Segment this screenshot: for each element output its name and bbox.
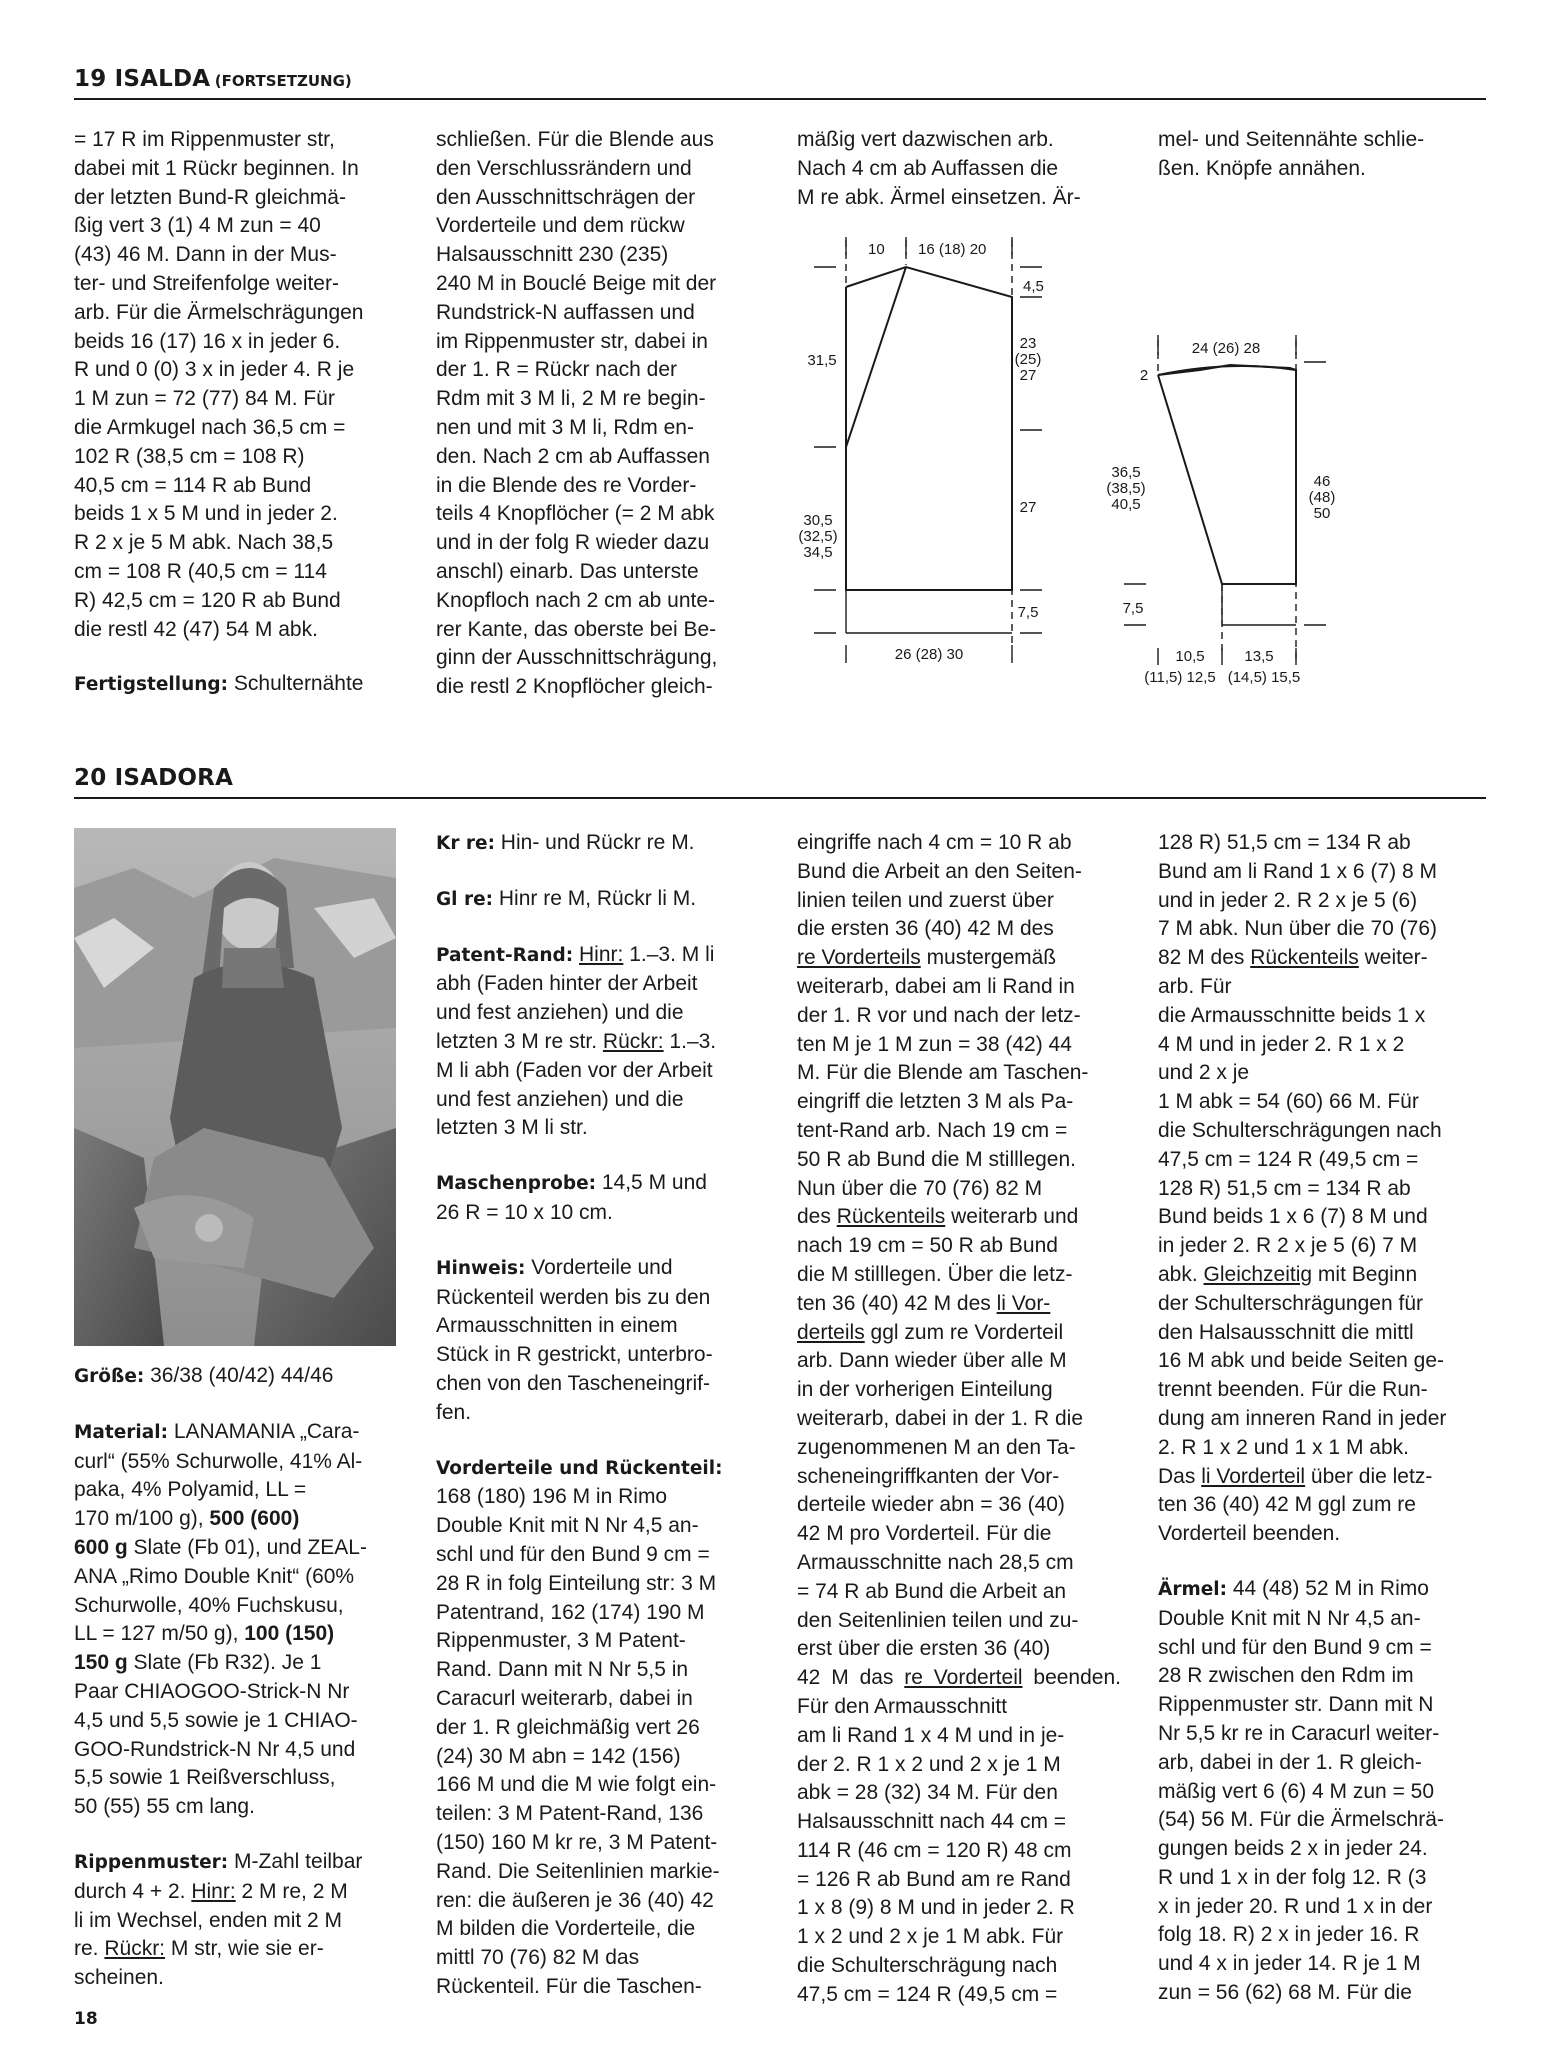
size-label: Größe: [74, 1366, 145, 1387]
sleeve-left-label-2: 7,5 [1122, 600, 1144, 617]
body-right-label-3: 27 [1019, 499, 1037, 516]
note-paragraph [436, 1254, 760, 1428]
section-19-column-4 [1158, 126, 1482, 184]
c3-text-1: eingriffe nach 4 cm = 10 R ab Bund die Arbeit an den Seiten- linien teilen und zuerst über die ersten 36 (40) 42 M des [797, 831, 1082, 941]
patent-text-1: 1.–3. M li abh (Faden hinter der Arbeit und fest anziehen) und die letzten 3 M re str. [436, 942, 715, 1053]
material-text-3: Slate (Fb R32). Je 1 Paar CHIAOGOO-Strick-N Nr 4,5 und 5,5 sowie je 1 CHIAO- GOO-Rundstrick-N Nr 4,5 und 5,5 sowie 1 Reißverschluss, 50 (55) 55 cm lang. [74, 1651, 358, 1819]
sleeve-left-label-1a: 36,5 [1111, 464, 1141, 481]
c3-text-3: weiterarb und nach 19 cm = 50 R ab Bund die M stilllegen. Über die letz- ten 36 (40) 42 M des [797, 1205, 1079, 1315]
sleeve-right-label-1a: 46 [1313, 473, 1331, 490]
body-front-edge [846, 267, 906, 590]
c3-text-4: ggl zum re Vorderteil arb. Dann wieder über alle M in der vorherigen Einteilung weiterarb, dabei in der 1. R die zugenommenen M an den Ta- scheneingriffkanten der Vor- derteile wieder abn = 36 (40) 42 M pro Vorderteil. Für die Armausschnitte nach 28,5 cm = 74 R ab Bund die Arbeit an den Seitenlinien teilen und zu- erst über die ersten 36 (40) 42 M das [797, 1320, 1083, 1690]
section-20-column-3 [797, 829, 1121, 2010]
sleeve-left-top-label: 2 [1139, 367, 1149, 384]
c4-text-3: mit Beginn der Schulterschrägungen für den Halsausschnitt die mittl 16 M abk und beide Seiten ge- trennt beenden. Für die Run- dung am inneren Rand in jeder 2. R 1 x 2 und 1 x 1 M abk. Das [1158, 1262, 1447, 1488]
material-paragraph [74, 1418, 398, 1822]
section-19-header [74, 66, 1486, 100]
section-19-title: 19 ISALDA [74, 66, 211, 92]
rib-hinr: Hinr: [191, 1879, 236, 1903]
body-right-label-2b: (25) [1014, 351, 1042, 368]
body-instructions-text: 168 (180) 196 M in Rimo Double Knit mit N Nr 4,5 an- schl und für den Bund 9 cm = 28 R in folg Einteilung str: 3 M Patentrand, 162 (174) 190 M Rippenmuster, 3 M Patent- Rand. Dann mit N Nr 5,5 in Caracurl weiterarb, dabei in der 1. R gleichmäßig vert 26 (24) 30 M abn = 142 (156) 166 M und die M wie folgt ein- teilen: 3 M Patent-Rand, 136 (150) 160 M kr re, 3 M Patent- Rand. Die Seitenlinien markie- ren: die äußeren je 36 (40) 42 M bilden die Vorderteile, die mittl 70 (76) 82 M das Rückenteil. Für die Taschen- [436, 1485, 720, 1998]
section-20-column-1 [74, 1362, 398, 1993]
section-20-text-4 [1158, 829, 1482, 1549]
gauge-text: 14,5 M und 26 R = 10 x 10 cm. [436, 1171, 707, 1224]
kr-re-label: Kr re: [436, 833, 495, 854]
body-left-label-1: 31,5 [807, 352, 837, 369]
patent-text-2: 1.–3. M li abh (Faden vor der Arbeit und fest anziehen) und die letzten 3 M li str. [436, 1029, 717, 1140]
size-paragraph [74, 1362, 398, 1392]
patent-rand-paragraph [436, 941, 760, 1144]
sleeve-left-label-1b: (38,5) [1106, 480, 1146, 497]
section-19-text-4: mel- und Seitennähte schlie- ßen. Knöpfe annähen. [1158, 128, 1425, 180]
c3-underline-4: re Vorderteil [904, 1666, 1023, 1690]
gl-re-text: Hinr re M, Rückr li M. [493, 886, 697, 910]
section-19-text-2: schließen. Für die Blende aus den Verschlussrändern und den Ausschnittschrägen der Vorderteile und dem rückw Halsausschnitt 230 (235) 240 M in Bouclé Beige mit der Rundstrick-N auffassen und im Rippenmuster str, dabei in der 1. R = Rückr nach der Rdm mit 3 M li, 2 M re begin- nen und mit 3 M li, Rdm en- den. Nach 2 cm ab Auffassen in die Blende des re Vorder- teils 4 Knopflöcher (= 2 M abk und in der folg R wieder dazu anschl) einarb. Das unterste Knopfloch nach 2 cm ab unte- rer Kante, das oberste bei Be- ginn der Ausschnittschrägung, die restl 2 Knopflöcher gleich- [436, 128, 718, 699]
section-19-column-3 [797, 126, 1121, 212]
finishing-label: Fertigstellung: [74, 674, 229, 696]
material-text-1: LANAMANIA „Cara- curl“ (55% Schurwolle, 41% Al- paka, 4% Polyamid, LL = 170 m/100 g), [74, 1419, 363, 1531]
section-19-finishing [74, 670, 398, 700]
sleeve-cap [1158, 366, 1296, 375]
section-19-text-1: = 17 R im Rippenmuster str, dabei mit 1 Rückr beginnen. In der letzten Bund-R gleichmä- ßig vert 3 (1) 4 M zun = 40 (43) 46 M. Dann in der Mus- ter- und Streifenfolge weiter- arb. Für die Ärmelschrägungen beids 16 (17) 16 x in jeder 6. R und 0 (0) 3 x in jeder 4. R je 1 M zun = 72 (77) 84 M. Für die Armkugel nach 36,5 cm = 102 R (38,5 cm = 108 R) 40,5 cm = 114 R ab Bund beids 1 x 5 M und in jeder 2. R 2 x je 5 M abk. Nach 38,5 cm = 108 R (40,5 cm = 114 R) 42,5 cm = 120 R ab Bund die restl 42 (47) 54 M abk. [74, 128, 364, 641]
c4-text-4: über die letz- ten 36 (40) 42 M ggl zum re Vorderteil beenden. [1158, 1464, 1433, 1546]
page-number: 18 [74, 2009, 98, 2029]
section-20-column-2 [436, 829, 760, 2002]
section-20-header [74, 765, 1486, 799]
sleeve-outline [1158, 365, 1296, 584]
body-top-label-a: 10 [868, 241, 885, 258]
c3-underline-2: Rückenteils [836, 1205, 946, 1229]
rib-text-3: M str, wie sie er- scheinen. [74, 1937, 324, 1990]
model-photo-image [74, 828, 396, 1346]
material-amount-1: 500 (600) 600 g [74, 1507, 300, 1559]
body-right-label-4: 7,5 [1017, 604, 1039, 621]
rib-text-1: M-Zahl teilbar durch 4 + 2. [74, 1849, 363, 1903]
body-schematic-diagram [790, 225, 1130, 690]
finishing-text: Schulternähte [228, 672, 364, 696]
gl-re-paragraph [436, 885, 760, 915]
body-left-label-2b: (32,5) [798, 528, 838, 545]
body-outline [846, 267, 1012, 590]
sleeve-bottom-label-a2: (11,5) 12,5 [1144, 669, 1216, 686]
patent-hinr: Hinr: [579, 942, 624, 966]
rib-pattern-label: Rippenmuster: [74, 1851, 229, 1873]
c4-underline-2: Gleichzeitig [1203, 1262, 1313, 1286]
sleeve-label: Ärmel: [1158, 1578, 1228, 1600]
note-text: Vorderteile und Rückenteil werden bis zu den Armausschnitten in einem Stück in R gestrickt, unterbro- chen von den Tascheneingrif- fen. [436, 1255, 713, 1424]
rib-pattern-paragraph [74, 1848, 398, 1993]
kr-re-text: Hin- und Rückr re M. [494, 831, 695, 854]
rib-rueckr: Rückr: [104, 1937, 166, 1961]
sleeve-bottom-label-b2: (14,5) 15,5 [1227, 669, 1301, 686]
body-top-label-b: 16 (18) 20 [918, 241, 987, 258]
body-instructions-paragraph [436, 1454, 760, 2002]
sleeve-right-label-1b: (48) [1308, 489, 1336, 506]
model-photo [74, 828, 396, 1346]
body-left-label-2c: 34,5 [803, 544, 833, 561]
c4-underline-1: Rückenteils [1250, 946, 1359, 970]
note-label: Hinweis: [436, 1257, 526, 1279]
sleeve-bottom-label-b1: 13,5 [1244, 648, 1274, 665]
section-20-title: 20 ISADORA [74, 765, 234, 791]
sleeve-right-label-1c: 50 [1313, 505, 1331, 522]
gauge-label: Maschenprobe: [436, 1173, 597, 1195]
rib-text-2: 2 M re, 2 M li im Wechsel, enden mit 2 M re. [74, 1879, 348, 1961]
sleeve-text: 44 (48) 52 M in Rimo Double Knit mit N Nr 4,5 an- schl und für den Bund 9 cm = 28 R zwischen den Rdm im Rippenmuster str. Dann mit N Nr 5,5 kr re in Caracurl weiter- arb, dabei in der 1. R gleich- mäßig vert 6 (6) 4 M zun = 50 (54) 56 M. Für die Ärmelschrä- gungen beids 2 x in jeder 24. R und 1 x in der folg 12. R (3 x in jeder 20. R und 1 x in der folg 18. R) 2 x in jeder 16. R und 4 x in jeder 14. R je 1 M zun = 56 (62) 68 M. Für die [1158, 1576, 1444, 2005]
section-19-column-2 [436, 126, 760, 702]
c3-underline-3: li Vor- derteils [797, 1291, 1051, 1344]
c4-underline-3: li Vorderteil [1201, 1464, 1306, 1488]
body-right-label-2a: 23 [1019, 335, 1037, 352]
c3-underline-1: re Vorderteils [797, 946, 921, 970]
material-label: Material: [74, 1421, 168, 1443]
patent-rueckr: Rückr: [602, 1029, 664, 1053]
section-20-text-3 [797, 829, 1121, 2010]
sleeve-top-label: 24 (26) 28 [1191, 340, 1261, 357]
material-text-2: Slate (Fb 01), und ZEAL- ANA „Rimo Double Knit“ (60% Schurwolle, 40% Fuchskusu, LL = 127 m/50 g), [74, 1535, 367, 1646]
section-19-column-1 [74, 126, 398, 700]
c3-text-2: mustergemäß weiterarb, dabei am li Rand in der 1. R vor und nach der letz- ten M je 1 M zun = 38 (42) 44 M. Für die Blende am Taschen- eingriff die letzten 3 M als Pa- tent-Rand arb. Nach 19 cm = 50 R ab Bund die M stilllegen. Nun über die 70 (76) 82 M des [797, 946, 1089, 1229]
sleeve-bottom-label-a1: 10,5 [1175, 648, 1205, 665]
sleeve-left-label-1c: 40,5 [1111, 496, 1141, 513]
gl-re-label: Gl re: [436, 888, 494, 910]
body-bottom-label: 26 (28) 30 [894, 646, 964, 663]
section-19-subtitle: (FORTSETZUNG) [214, 72, 352, 90]
material-amount-2: 100 (150) 150 g [74, 1622, 335, 1675]
c3-text-5: beenden. Für den Armausschnitt am li Rand 1 x 4 M und in je- der 2. R 1 x 2 und 2 x je 1 M abk = 28 (32) 34 M. Für den Halsausschnitt nach 44 cm = 114 R (46 cm = 120 R) 48 cm = 126 R ab Bund am re Rand 1 x 8 (9) 8 M und in jeder 2. R 1 x 2 und 2 x je 1 M abk. Für die Schulterschrägung nach 47,5 cm = 124 R (49,5 cm = [797, 1666, 1121, 2006]
section-19-text-3: mäßig vert dazwischen arb. Nach 4 cm ab Auffassen die M re abk. Ärmel einsetzen. Är- [797, 128, 1081, 209]
gauge-paragraph [436, 1169, 760, 1228]
c4-text-1: 128 R) 51,5 cm = 134 R ab Bund am li Rand 1 x 6 (7) 8 M und in jeder 2. R 2 x je 5 (6) 7 M abk. Nun über die 70 (76) 82 M des [1158, 831, 1437, 970]
section-20-column-4 [1158, 829, 1482, 2008]
body-instructions-label: Vorderteile und Rückenteil: [436, 1457, 723, 1479]
c4-text-2: weiter- arb. Für die Armausschnitte beids 1 x 4 M und in jeder 2. R 1 x 2 und 2 x je 1 M abk = 54 (60) 66 M. Für die Schulterschrägungen nach 47,5 cm = 124 R (49,5 cm = 128 R) 51,5 cm = 134 R ab Bund beids 1 x 6 (7) 8 M und in jeder 2. R 2 x je 5 (6) 7 M abk. [1158, 946, 1442, 1286]
sleeve-paragraph [1158, 1575, 1482, 2008]
body-right-label-2c: 27 [1019, 367, 1037, 384]
size-text: 36/38 (40/42) 44/46 [144, 1364, 334, 1387]
body-left-label-2a: 30,5 [803, 512, 833, 529]
body-right-label-1: 4,5 [1023, 278, 1044, 295]
kr-re-paragraph [436, 829, 760, 859]
patent-rand-label: Patent-Rand: [436, 944, 574, 966]
sleeve-schematic-diagram [1100, 320, 1340, 690]
